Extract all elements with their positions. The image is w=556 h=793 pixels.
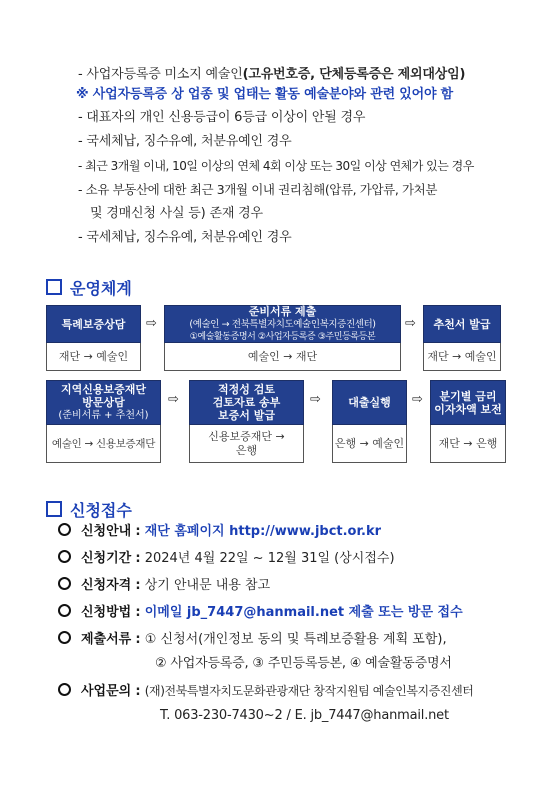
flow-step-recommendation-title: 추천서 발급 [433, 317, 491, 331]
flow-step-review-title-3: 보증서 발급 [218, 409, 275, 422]
flow-arrow-icon: ⇨ [310, 392, 321, 407]
flow-step-loan-head [332, 380, 407, 425]
apply-qualification-row [58, 577, 270, 594]
list-item-3: - 국세체납, 징수유예, 처분유예인 경우 [78, 134, 292, 149]
flow-step-documents-head [164, 305, 401, 343]
flow-step-loan-foot: 은행 → 예술인 [332, 425, 407, 463]
flow-step-review-title-2: 검토자료 송부 [212, 396, 281, 409]
apply-documents-label: 제출서류 [81, 632, 132, 647]
flow-step-interest-head [430, 380, 506, 425]
flow-step-consult-title: 특례보증상담 [61, 317, 126, 331]
flow-arrow-icon: ⇨ [146, 316, 157, 331]
apply-inquiry-row [58, 683, 474, 700]
apply-documents-line-2: ② 사업자등록증, ③ 주민등록등본, ④ 예술활동증명서 [155, 656, 452, 671]
apply-guide-value: 재단 홈페이지 http://www.jbct.or.kr [144, 524, 382, 539]
circle-bullet-icon [58, 604, 71, 617]
flow-step-recommendation-head [423, 305, 501, 343]
flow-step-interest [430, 380, 506, 463]
flow-step-visit-sub: (준비서류 + 추천서) [58, 410, 149, 421]
flow-step-visit-foot: 예술인 → 신용보증재단 [46, 425, 161, 463]
section-title-operation [46, 276, 132, 299]
colon: : [135, 632, 141, 647]
flow-step-interest-title-2: 이자차액 보전 [434, 402, 502, 416]
list-item-5-line-1: - 소유 부동산에 대한 최근 3개월 이내 권리침해(압류, 가압류, 가처분 [78, 182, 437, 197]
section-title-application [46, 498, 132, 521]
apply-period-row [58, 550, 395, 567]
list-item-1 [78, 67, 465, 83]
flow-step-visit-head [46, 380, 161, 425]
flow-step-review-foot [189, 425, 304, 463]
flow-step-documents [164, 305, 401, 371]
apply-inquiry-label: 사업문의 [81, 684, 132, 699]
circle-bullet-icon [58, 523, 71, 536]
list-item-1-text: - 사업자등록증 미소지 예술인 [78, 67, 243, 82]
flow-arrow-icon: ⇨ [405, 316, 416, 331]
flow-step-loan [332, 380, 407, 463]
flow-step-loan-title: 대출실행 [348, 396, 391, 409]
flow-step-visit-title-2: 방문상담 [82, 396, 125, 409]
flow-step-review-head [189, 380, 304, 425]
apply-qualification-label: 신청자격 [81, 578, 132, 593]
apply-period-value: 2024년 4월 22일 ~ 12월 31일 (상시접수) [144, 551, 395, 566]
flow-step-consult-foot: 재단 → 예술인 [46, 343, 141, 371]
circle-bullet-icon [58, 631, 71, 644]
apply-period-label: 신청기간 [81, 551, 132, 566]
flow-step-documents-foot: 예술인 → 재단 [164, 343, 401, 371]
apply-documents-line-1: ① 신청서(개인정보 동의 및 특례보증활용 계획 포함), [144, 632, 447, 647]
colon: : [135, 605, 141, 620]
apply-method-row [58, 604, 463, 621]
apply-qualification-value: 상기 안내문 내용 참고 [144, 578, 271, 593]
flow-step-documents-sub1: (예술인 → 전북특별자치도예술인복지증진센터) [189, 318, 376, 330]
section-title-application-text: 신청접수 [70, 501, 132, 520]
colon: : [135, 551, 141, 566]
flow-step-review-foot-2: 은행 [235, 443, 258, 457]
flow-step-recommendation [423, 305, 501, 371]
circle-bullet-icon [58, 550, 71, 563]
apply-method-value: 이메일 jb_7447@hanmail.net 제출 또는 방문 접수 [144, 605, 463, 620]
flow-arrow-icon: ⇨ [168, 392, 179, 407]
flow-step-review-foot-1: 신용보증재단 → [208, 429, 285, 443]
apply-guide-row [58, 523, 381, 540]
section-title-operation-text: 운영체계 [70, 279, 132, 298]
flow-step-recommendation-foot: 재단 → 예술인 [423, 343, 501, 371]
flow-arrow-icon: ⇨ [412, 392, 423, 407]
apply-documents-row [58, 631, 447, 648]
apply-inquiry-value: (재)전북특별자치도문화관광재단 창작지원팀 예술인복지증진센터 [144, 684, 474, 698]
colon: : [135, 578, 141, 593]
flow-step-review [189, 380, 304, 463]
colon: : [135, 524, 141, 539]
flow-step-documents-title: 준비서류 제출 [248, 304, 317, 318]
flow-step-consult-head [46, 305, 141, 343]
flow-step-consult [46, 305, 141, 371]
circle-bullet-icon [58, 577, 71, 590]
list-item-2: - 대표자의 개인 신용등급이 6등급 이상이 안될 경우 [78, 110, 366, 125]
square-bullet-icon [46, 279, 62, 295]
colon: : [135, 684, 141, 699]
apply-method-label: 신청방법 [81, 605, 132, 620]
flow-step-review-title-1: 적정성 검토 [218, 383, 275, 396]
list-item-1-bold: (고유번호증, 단체등록증은 제외대상임) [242, 67, 466, 82]
flow-step-visit [46, 380, 161, 463]
apply-guide-label: 신청안내 [81, 524, 132, 539]
notice-line: ※ 사업자등록증 상 업종 및 업태는 활동 예술분야와 관련 있어야 함 [76, 87, 454, 102]
list-item-6: - 국세체납, 징수유예, 처분유예인 경우 [78, 230, 292, 245]
flow-step-interest-foot: 재단 → 은행 [430, 425, 506, 463]
flow-step-documents-sub2: ①예술활동증명서 ②사업자등록증 ③주민등록등본 [189, 331, 376, 342]
list-item-4: - 최근 3개월 이내, 10일 이상의 연체 4회 이상 또는 30일 이상 연체가 있는 경우 [78, 159, 474, 173]
contact-line: T. 063-230-7430~2 / E. jb_7447@hanmail.net [160, 708, 449, 723]
square-bullet-icon [46, 501, 62, 517]
list-item-5-line-2: 및 경매신청 사실 등) 존재 경우 [90, 206, 263, 221]
flow-step-interest-title-1: 분기별 금리 [439, 389, 497, 403]
flow-step-visit-title-1: 지역신용보증재단 [60, 383, 146, 396]
circle-bullet-icon [58, 683, 71, 696]
